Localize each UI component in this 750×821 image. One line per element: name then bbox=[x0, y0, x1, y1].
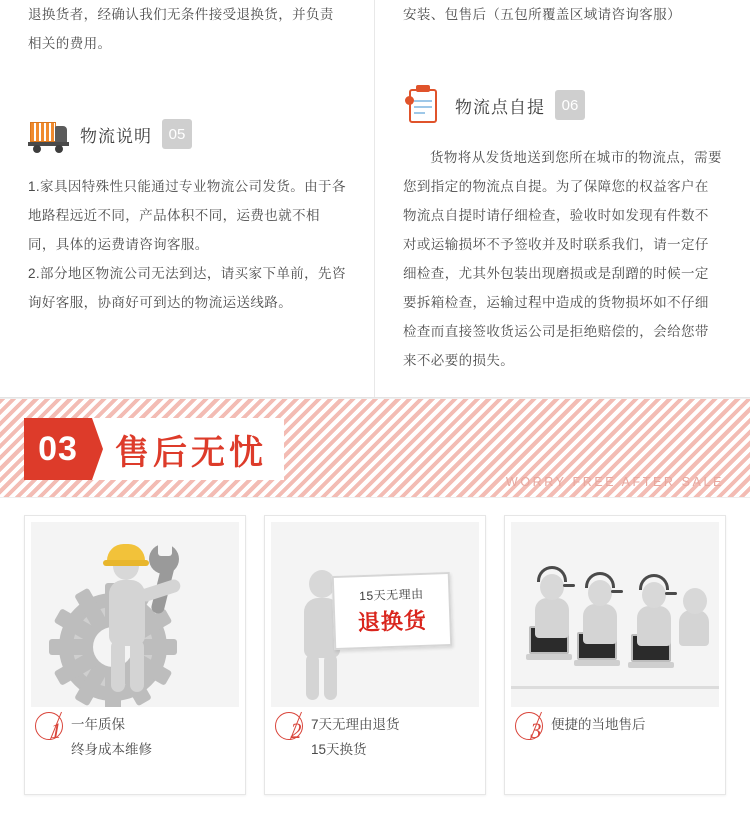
after-sale-banner-title: 售后无忧 bbox=[92, 418, 284, 480]
card-return-line-1: 7天无理由退货 bbox=[311, 717, 400, 732]
card-warranty-line-2: 终身成本维修 bbox=[71, 742, 152, 757]
card-service-caption bbox=[505, 712, 725, 737]
logistics-right-column bbox=[375, 0, 750, 397]
person-holding-return-sign-image bbox=[271, 522, 479, 707]
logistics-note-body bbox=[28, 172, 346, 317]
card-service-line-1: 便捷的当地售后 bbox=[551, 717, 646, 732]
pickup-point-title: 物流点自提 bbox=[455, 97, 545, 117]
clipboard-icon bbox=[403, 85, 445, 125]
logistics-note-header bbox=[28, 112, 346, 156]
logistics-note-paragraph-1: 1.家具因特殊性只能通过专业物流公司发货。由于各地路程远近不同，产品体积不同，运费也就不相同，具体的运费请咨询客服。 bbox=[28, 179, 346, 252]
logistics-section bbox=[0, 0, 750, 398]
worker-with-wrench-and-gear-image bbox=[31, 522, 239, 707]
pickup-point-header bbox=[403, 83, 722, 127]
call-center-support-team-image bbox=[511, 522, 719, 707]
after-sale-banner-inner bbox=[24, 418, 284, 480]
left-carryover-text: 退换货者，经确认我们无条件接受退换货，并负责相关的费用。 bbox=[28, 7, 334, 51]
logistics-note-number: 05 bbox=[162, 119, 192, 149]
card-return-line-2: 15天换货 bbox=[311, 742, 367, 757]
card-warranty-caption bbox=[25, 712, 245, 762]
logistics-note-title: 物流说明 bbox=[80, 126, 152, 146]
return-sign bbox=[332, 572, 453, 650]
truck-icon bbox=[28, 114, 70, 154]
return-sign-line-2: 退换货 bbox=[357, 607, 428, 636]
card-return-caption bbox=[265, 712, 485, 762]
after-sale-banner bbox=[0, 398, 750, 498]
card-return-number: 2 bbox=[290, 718, 302, 743]
card-return-policy[interactable] bbox=[264, 515, 486, 795]
pickup-point-paragraph-1: 货物将从发货地送到您所在城市的物流点，需要您到指定的物流点自提。为了保障您的权益客户在物流点自提时请仔细检查，验收时如发现有件数不对或运输损坏不予签收并及时联系我们，请一定仔细检查，尤其外包装出现磨损或是刮蹭的时候一定要拆箱检查，运输过程中造成的货物损坏如不仔细检查而直接签收货运公司是拒绝赔偿的，会给您带来不必要的损失。 bbox=[403, 150, 722, 368]
right-carryover-text: 安装、包售后（五包所覆盖区域请咨询客服） bbox=[403, 7, 681, 22]
after-sale-banner-number: 03 bbox=[24, 418, 92, 480]
logistics-left-column bbox=[0, 0, 375, 397]
card-warranty-number: 1 bbox=[50, 718, 62, 743]
pickup-point-body bbox=[403, 143, 722, 375]
after-sale-cards bbox=[0, 498, 750, 795]
card-warranty[interactable] bbox=[24, 515, 246, 795]
card-service-number: 3 bbox=[530, 718, 542, 743]
card-warranty-line-1: 一年质保 bbox=[71, 717, 125, 732]
return-sign-line-1: 15天无理由 bbox=[359, 586, 424, 604]
after-sale-banner-subtitle: WORRY FREE AFTER SALE bbox=[505, 475, 724, 489]
pickup-point-number: 06 bbox=[555, 90, 585, 120]
card-local-service[interactable] bbox=[504, 515, 726, 795]
logistics-note-paragraph-2: 2.部分地区物流公司无法到达，请买家下单前，先咨询好客服，协商好可到达的物流运送线路。 bbox=[28, 266, 346, 310]
